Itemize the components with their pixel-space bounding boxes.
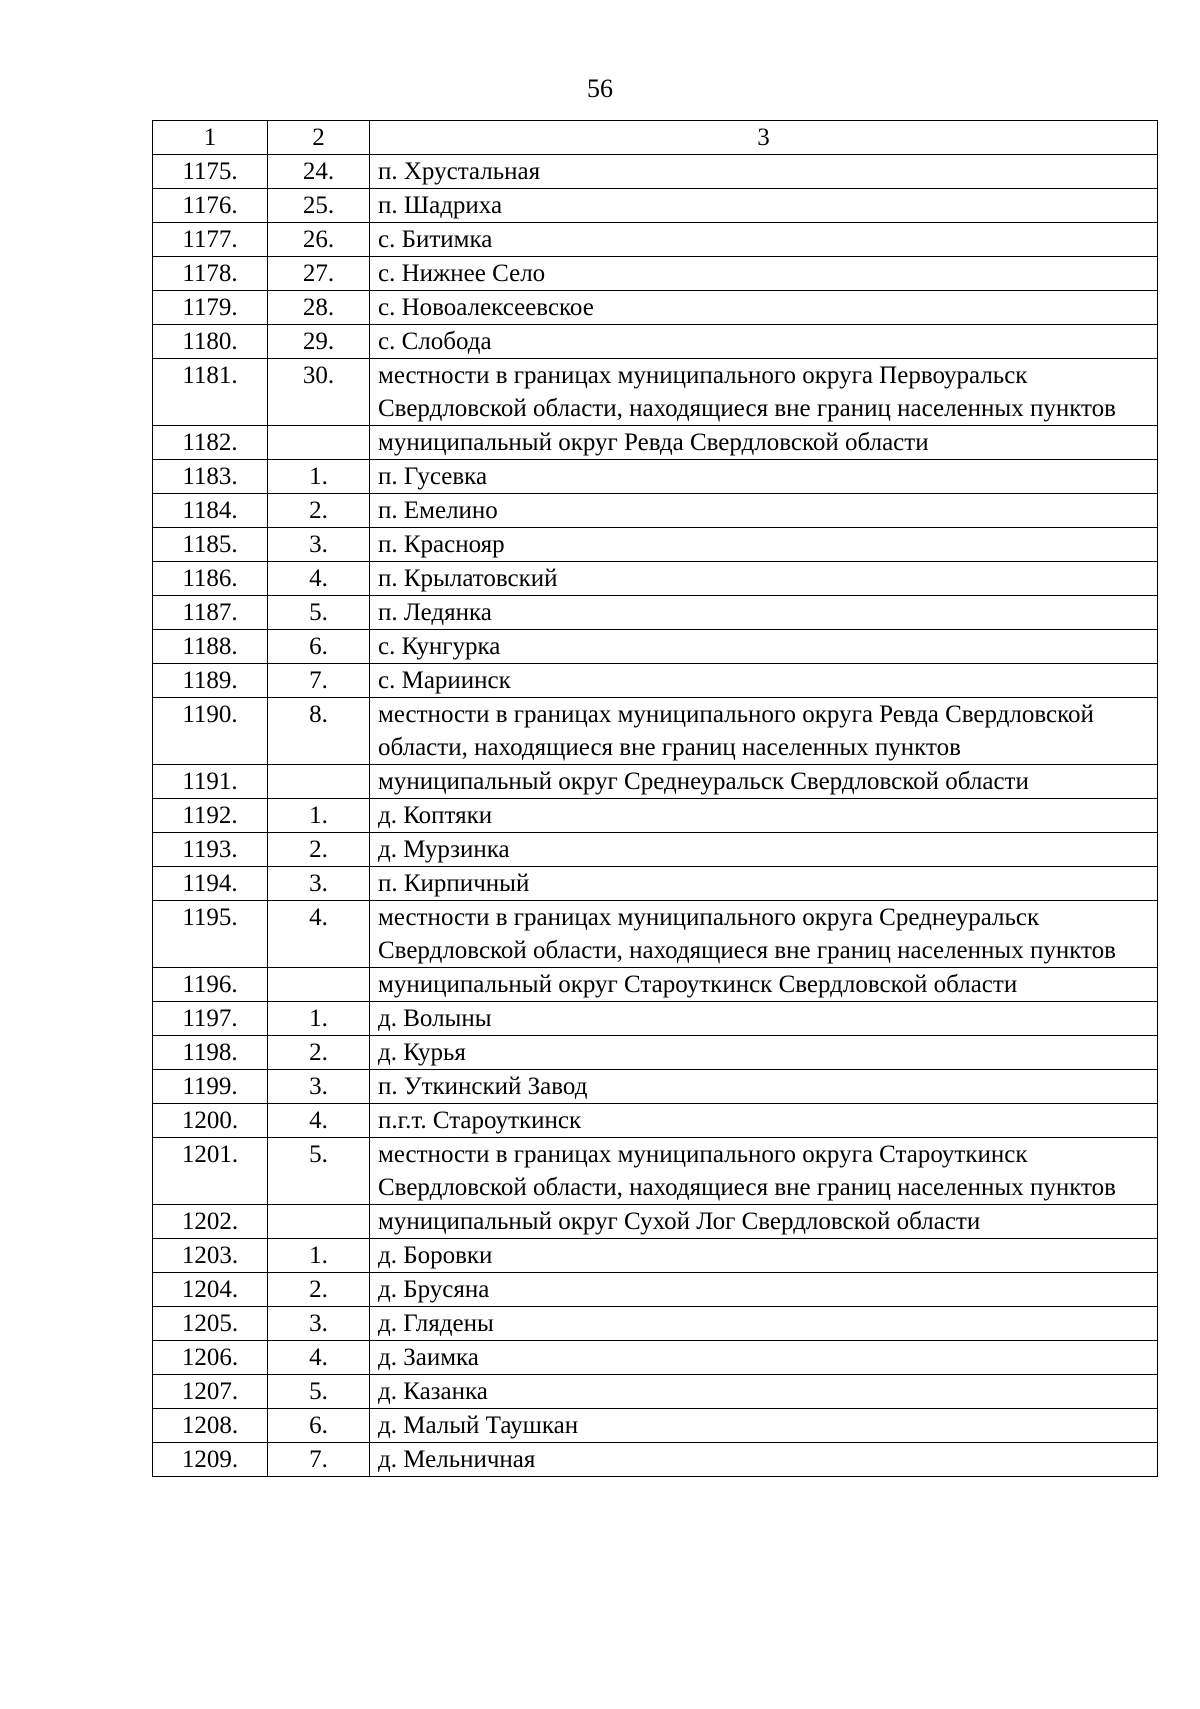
row-number: 1188.	[153, 630, 268, 664]
table-row	[153, 1002, 1158, 1036]
row-name: д. Малый Таушкан	[370, 1409, 1158, 1443]
table-row	[153, 223, 1158, 257]
row-number: 1192.	[153, 799, 268, 833]
row-number: 1182.	[153, 426, 268, 460]
row-number: 1200.	[153, 1104, 268, 1138]
row-subnumber: 4.	[268, 1341, 370, 1375]
row-number: 1208.	[153, 1409, 268, 1443]
row-name: д. Брусяна	[370, 1273, 1158, 1307]
row-subnumber: 2.	[268, 494, 370, 528]
table-row	[153, 1375, 1158, 1409]
row-number: 1186.	[153, 562, 268, 596]
row-subnumber: 2.	[268, 1036, 370, 1070]
row-number: 1198.	[153, 1036, 268, 1070]
row-number: 1202.	[153, 1205, 268, 1239]
row-subnumber: 7.	[268, 1443, 370, 1477]
row-number: 1180.	[153, 325, 268, 359]
table-row	[153, 189, 1158, 223]
row-subnumber: 3.	[268, 1070, 370, 1104]
row-subnumber: 4.	[268, 901, 370, 968]
row-number: 1189.	[153, 664, 268, 698]
row-name: с. Битимка	[370, 223, 1158, 257]
table-header-row	[153, 121, 1158, 155]
row-number: 1187.	[153, 596, 268, 630]
row-subnumber: 3.	[268, 528, 370, 562]
table-row	[153, 867, 1158, 901]
table-row	[153, 799, 1158, 833]
row-name: местности в границах муниципального округа Староуткинск Свердловской области, находящиеся вне границ населенных пунктов	[370, 1138, 1158, 1205]
row-subnumber: 8.	[268, 698, 370, 765]
row-subnumber: 1.	[268, 799, 370, 833]
row-subnumber: 5.	[268, 596, 370, 630]
row-name: п. Крылатовский	[370, 562, 1158, 596]
table-row	[153, 698, 1158, 765]
row-number: 1195.	[153, 901, 268, 968]
table-row	[153, 155, 1158, 189]
row-subnumber: 1.	[268, 460, 370, 494]
row-name: д. Заимка	[370, 1341, 1158, 1375]
row-name: п. Емелино	[370, 494, 1158, 528]
row-subnumber: 3.	[268, 1307, 370, 1341]
row-name: п. Уткинский Завод	[370, 1070, 1158, 1104]
table-row	[153, 1273, 1158, 1307]
row-name: д. Курья	[370, 1036, 1158, 1070]
row-name: п. Шадриха	[370, 189, 1158, 223]
row-name: с. Мариинск	[370, 664, 1158, 698]
table-row	[153, 1070, 1158, 1104]
table-row	[153, 1036, 1158, 1070]
table-row	[153, 664, 1158, 698]
row-name: д. Казанка	[370, 1375, 1158, 1409]
row-name: п. Ледянка	[370, 596, 1158, 630]
row-number: 1191.	[153, 765, 268, 799]
table-row	[153, 1205, 1158, 1239]
row-name: п. Кирпичный	[370, 867, 1158, 901]
table-row	[153, 460, 1158, 494]
row-number: 1201.	[153, 1138, 268, 1205]
row-number: 1177.	[153, 223, 268, 257]
row-number: 1207.	[153, 1375, 268, 1409]
row-number: 1176.	[153, 189, 268, 223]
row-name: муниципальный округ Ревда Свердловской области	[370, 426, 1158, 460]
column-header-1: 1	[153, 121, 268, 155]
row-name: местности в границах муниципального округа Ревда Свердловской области, находящиеся вне границ населенных пунктов	[370, 698, 1158, 765]
row-number: 1205.	[153, 1307, 268, 1341]
page-number: 56	[587, 74, 613, 103]
row-subnumber	[268, 968, 370, 1002]
row-name: д. Боровки	[370, 1239, 1158, 1273]
table-row	[153, 291, 1158, 325]
row-name: муниципальный округ Среднеуральск Свердловской области	[370, 765, 1158, 799]
row-number: 1204.	[153, 1273, 268, 1307]
row-subnumber: 25.	[268, 189, 370, 223]
row-number: 1183.	[153, 460, 268, 494]
row-subnumber: 1.	[268, 1002, 370, 1036]
row-subnumber: 6.	[268, 630, 370, 664]
table-row	[153, 765, 1158, 799]
row-subnumber: 6.	[268, 1409, 370, 1443]
row-subnumber: 28.	[268, 291, 370, 325]
row-number: 1206.	[153, 1341, 268, 1375]
row-name: местности в границах муниципального округа Среднеуральск Свердловской области, находящиеся вне границ населенных пунктов	[370, 901, 1158, 968]
row-name: с. Слобода	[370, 325, 1158, 359]
row-number: 1179.	[153, 291, 268, 325]
row-subnumber: 24.	[268, 155, 370, 189]
table-row	[153, 562, 1158, 596]
row-number: 1175.	[153, 155, 268, 189]
row-number: 1197.	[153, 1002, 268, 1036]
row-name: д. Мурзинка	[370, 833, 1158, 867]
table-row	[153, 426, 1158, 460]
row-name: д. Глядены	[370, 1307, 1158, 1341]
row-name: с. Кунгурка	[370, 630, 1158, 664]
row-name: п.г.т. Староуткинск	[370, 1104, 1158, 1138]
row-name: д. Волыны	[370, 1002, 1158, 1036]
row-subnumber: 30.	[268, 359, 370, 426]
row-subnumber: 29.	[268, 325, 370, 359]
row-subnumber	[268, 1205, 370, 1239]
table-row	[153, 1443, 1158, 1477]
row-name: с. Новоалексеевское	[370, 291, 1158, 325]
row-subnumber: 3.	[268, 867, 370, 901]
table-row	[153, 359, 1158, 426]
row-subnumber: 4.	[268, 562, 370, 596]
table-row	[153, 528, 1158, 562]
row-number: 1178.	[153, 257, 268, 291]
table-row	[153, 968, 1158, 1002]
row-name: с. Нижнее Село	[370, 257, 1158, 291]
table-row	[153, 257, 1158, 291]
row-subnumber	[268, 765, 370, 799]
table-row	[153, 1341, 1158, 1375]
column-header-2: 2	[268, 121, 370, 155]
row-number: 1199.	[153, 1070, 268, 1104]
row-name: п. Краснояр	[370, 528, 1158, 562]
table-row	[153, 325, 1158, 359]
table-row	[153, 1104, 1158, 1138]
row-name: местности в границах муниципального округа Первоуральск Свердловской области, находящиеся вне границ населенных пунктов	[370, 359, 1158, 426]
table-body	[153, 155, 1158, 1477]
table-row	[153, 833, 1158, 867]
table-row	[153, 1239, 1158, 1273]
row-name: п. Хрустальная	[370, 155, 1158, 189]
row-name: муниципальный округ Сухой Лог Свердловской области	[370, 1205, 1158, 1239]
row-subnumber: 5.	[268, 1138, 370, 1205]
row-subnumber: 1.	[268, 1239, 370, 1273]
table-row	[153, 1138, 1158, 1205]
row-number: 1196.	[153, 968, 268, 1002]
row-number: 1181.	[153, 359, 268, 426]
row-number: 1193.	[153, 833, 268, 867]
row-number: 1194.	[153, 867, 268, 901]
row-subnumber: 2.	[268, 1273, 370, 1307]
table-row	[153, 494, 1158, 528]
row-name: д. Коптяки	[370, 799, 1158, 833]
row-subnumber: 26.	[268, 223, 370, 257]
row-subnumber	[268, 426, 370, 460]
table-row	[153, 1307, 1158, 1341]
table-row	[153, 1409, 1158, 1443]
row-number: 1185.	[153, 528, 268, 562]
row-subnumber: 5.	[268, 1375, 370, 1409]
table-row	[153, 630, 1158, 664]
row-subnumber: 7.	[268, 664, 370, 698]
row-name: п. Гусевка	[370, 460, 1158, 494]
row-name: д. Мельничная	[370, 1443, 1158, 1477]
column-header-3: 3	[370, 121, 1158, 155]
row-number: 1190.	[153, 698, 268, 765]
row-subnumber: 4.	[268, 1104, 370, 1138]
row-number: 1184.	[153, 494, 268, 528]
table-row	[153, 596, 1158, 630]
row-subnumber: 2.	[268, 833, 370, 867]
row-subnumber: 27.	[268, 257, 370, 291]
table-row	[153, 901, 1158, 968]
row-number: 1209.	[153, 1443, 268, 1477]
row-name: муниципальный округ Староуткинск Свердловской области	[370, 968, 1158, 1002]
row-number: 1203.	[153, 1239, 268, 1273]
settlements-table	[152, 120, 1158, 1477]
